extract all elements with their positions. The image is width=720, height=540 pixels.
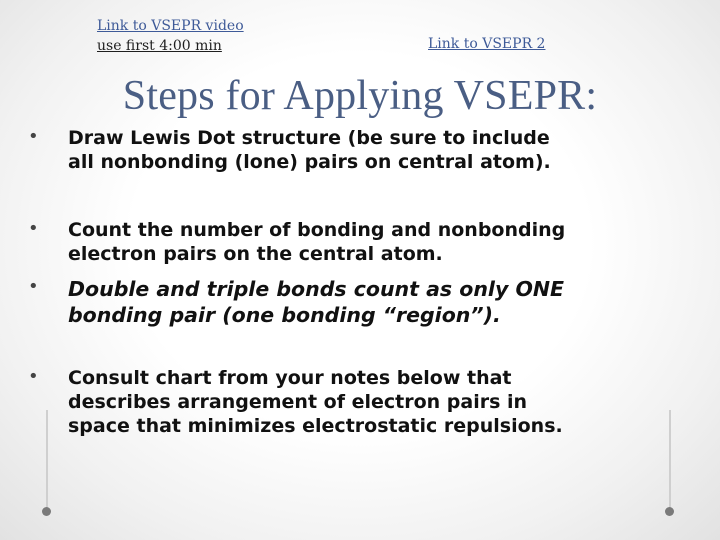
vsepr-video-link-text[interactable]: Link to VSEPR video <box>97 18 244 34</box>
slide-title: Steps for Applying VSEPR: <box>122 73 598 119</box>
bullet-line: all nonbonding (lone) pairs on central atom). <box>68 151 551 173</box>
bullet-item <box>24 276 704 328</box>
bullet-text <box>68 366 563 438</box>
bullet-line: Consult chart from your notes below that <box>68 367 512 389</box>
bullet-item <box>24 126 704 174</box>
bullet-marker: • <box>28 366 39 387</box>
vsepr-2-link[interactable]: Link to VSEPR 2 <box>428 36 546 52</box>
vsepr-video-link[interactable] <box>97 16 244 56</box>
bullet-line: Draw Lewis Dot structure (be sure to include <box>68 127 550 149</box>
bullet-line: bonding pair (one bonding “region”). <box>68 303 501 327</box>
bullet-marker: • <box>28 218 39 239</box>
decorative-dot-right <box>665 507 674 516</box>
bullet-marker: • <box>28 276 39 297</box>
decorative-dot-left <box>42 507 51 516</box>
bullet-line: space that minimizes electrostatic repulsions. <box>68 415 563 437</box>
bullet-line: electron pairs on the central atom. <box>68 243 443 265</box>
bullet-marker: • <box>28 126 39 147</box>
vsepr-video-link-note[interactable]: use first 4:00 min <box>97 38 222 54</box>
bullet-text <box>68 126 551 174</box>
bullet-item <box>24 366 704 438</box>
bullet-line: Count the number of bonding and nonbonding <box>68 219 566 241</box>
bullet-text <box>68 276 564 328</box>
bullet-text <box>68 218 565 266</box>
bullet-item <box>24 218 704 266</box>
bullet-line: describes arrangement of electron pairs in <box>68 391 528 413</box>
bullet-line: Double and triple bonds count as only ONE <box>68 277 565 301</box>
